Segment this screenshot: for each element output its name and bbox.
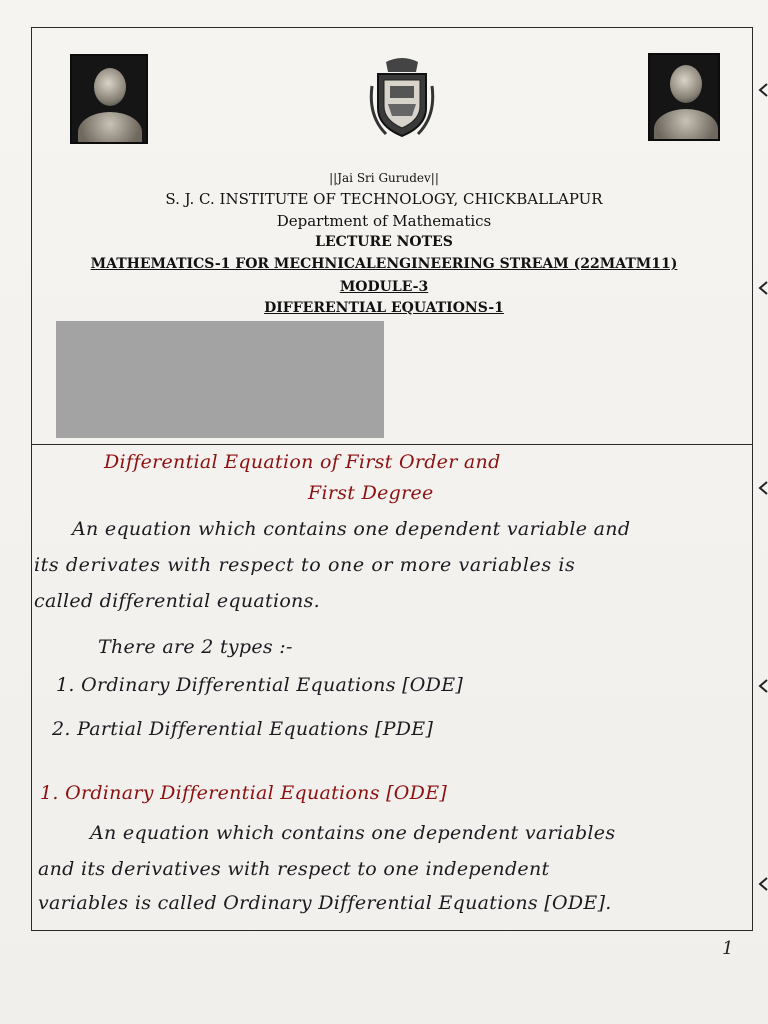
definition-line2: its derivates with respect to one or more variables is: [34, 554, 576, 576]
type-ode: 1. Ordinary Differential Equations [ODE]: [56, 674, 464, 696]
ode-definition-line2: and its derivatives with respect to one independent: [38, 858, 550, 880]
notes-title-line2: First Degree: [308, 482, 434, 504]
binding-clip-icon: [758, 82, 768, 98]
topic-title: DIFFERENTIAL EQUATIONS-1: [264, 300, 504, 316]
section-divider: [31, 444, 753, 445]
institute-name: S. J. C. INSTITUTE OF TECHNOLOGY, CHICKBALLAPUR: [165, 190, 603, 208]
ode-definition-line3: variables is called Ordinary Differential Equations [ODE].: [38, 892, 612, 914]
invocation-text: ||Jai Sri Gurudev||: [329, 171, 439, 185]
left-portrait-photo: [70, 54, 148, 144]
redacted-block: [56, 321, 384, 438]
ode-heading: 1. Ordinary Differential Equations [ODE]: [40, 782, 448, 804]
department-name: Department of Mathematics: [276, 212, 492, 230]
binding-clip-icon: [758, 678, 768, 694]
definition-line1: An equation which contains one dependent variable and: [72, 518, 631, 540]
document-type: LECTURE NOTES: [315, 234, 453, 250]
institute-emblem: [366, 56, 438, 140]
binding-clip-icon: [758, 876, 768, 892]
ode-definition-line1: An equation which contains one dependent variables: [90, 822, 616, 844]
binding-clip-icon: [758, 480, 768, 496]
module-label: MODULE-3: [339, 279, 429, 295]
definition-line3: called differential equations.: [34, 590, 320, 612]
notes-title-line1: Differential Equation of First Order and: [104, 451, 501, 473]
right-portrait-photo: [648, 53, 720, 141]
binding-clip-icon: [758, 280, 768, 296]
page-number: 1: [722, 938, 734, 959]
types-intro: There are 2 types :-: [98, 636, 293, 658]
type-pde: 2. Partial Differential Equations [PDE]: [52, 718, 434, 740]
course-title: MATHEMATICS-1 FOR MECHNICALENGINEERING STREAM (22MATM11): [90, 256, 678, 272]
